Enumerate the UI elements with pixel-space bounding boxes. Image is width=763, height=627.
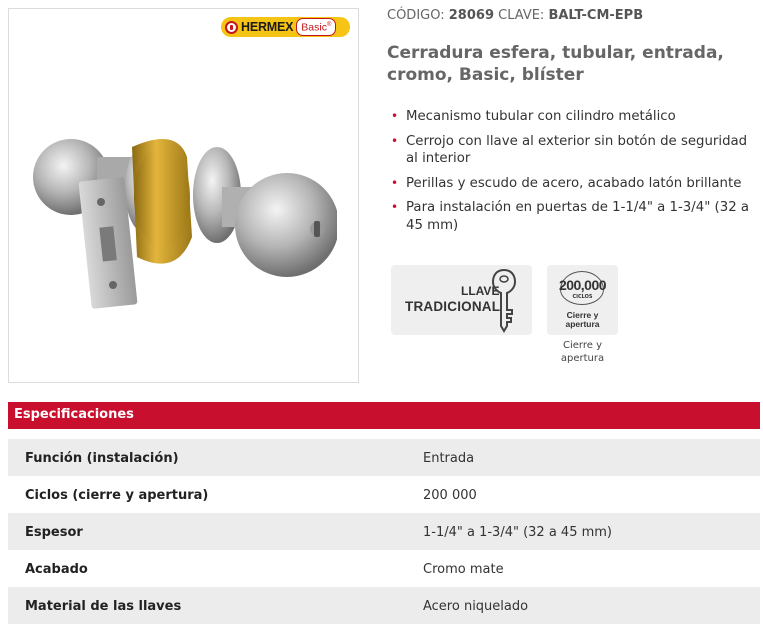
specs-header-title: Especificaciones (14, 407, 134, 422)
key-icon (489, 268, 519, 334)
table-row (8, 513, 760, 550)
key-ring-icon (225, 21, 238, 34)
feature-list (391, 108, 763, 241)
spec-label: Material de las llaves (25, 599, 182, 614)
cycles-unit: CICLOS (572, 294, 593, 300)
feature-item: • Mecanismo tubular con cilindro metálico (391, 108, 763, 126)
specs-header (8, 402, 760, 429)
badge-key-line1: LLAVE (461, 284, 500, 298)
product-title: Cerradura esfera, tubular, entrada, cromo, Basic, blíster (387, 43, 724, 85)
spec-value: 1-1/4" a 1-3/4" (32 a 45 mm) (423, 525, 613, 540)
knob-lock-photo (27, 117, 337, 317)
product-code-line: CÓDIGO: 28069 CLAVE: BALT-CM-EPB (387, 8, 644, 23)
spec-label: Ciclos (cierre y apertura) (25, 488, 209, 503)
spec-label: Función (instalación) (25, 451, 179, 466)
table-row (8, 587, 760, 624)
hermex-basic-logo (221, 17, 350, 37)
brand-line: Basic® (296, 18, 336, 36)
cycles-badge (547, 265, 618, 335)
spec-label: Acabado (25, 562, 88, 577)
cycles-label: Cierre y apertura (565, 310, 600, 329)
table-row (8, 476, 760, 513)
product-key: BALT-CM-EPB (548, 8, 644, 23)
spec-value: Cromo mate (423, 562, 504, 577)
traditional-key-badge (391, 265, 532, 335)
feature-item: • Para instalación en puertas de 1-1/4" a 1-3/4" (32 a 45 mm) (391, 199, 763, 234)
product-image (8, 8, 359, 383)
cycles-badge-caption: Cierre y apertura (560, 340, 605, 364)
product-code: 28069 (448, 8, 494, 23)
feature-item: • Cerrojo con llave al exterior sin botón de seguridad al interior (391, 133, 763, 168)
badge-key-line2: TRADICIONAL (405, 299, 501, 314)
cycles-number: 200,000 (558, 277, 607, 293)
specs-table (8, 439, 760, 624)
spec-value: Acero niquelado (423, 599, 529, 614)
spec-value: 200 000 (423, 488, 477, 503)
feature-item: • Perillas y escudo de acero, acabado latón brillante (391, 175, 763, 193)
table-row (8, 550, 760, 587)
brand-name: HERMEX (241, 20, 294, 34)
spec-label: Espesor (25, 525, 83, 540)
table-row (8, 439, 760, 476)
spec-value: Entrada (423, 451, 475, 466)
